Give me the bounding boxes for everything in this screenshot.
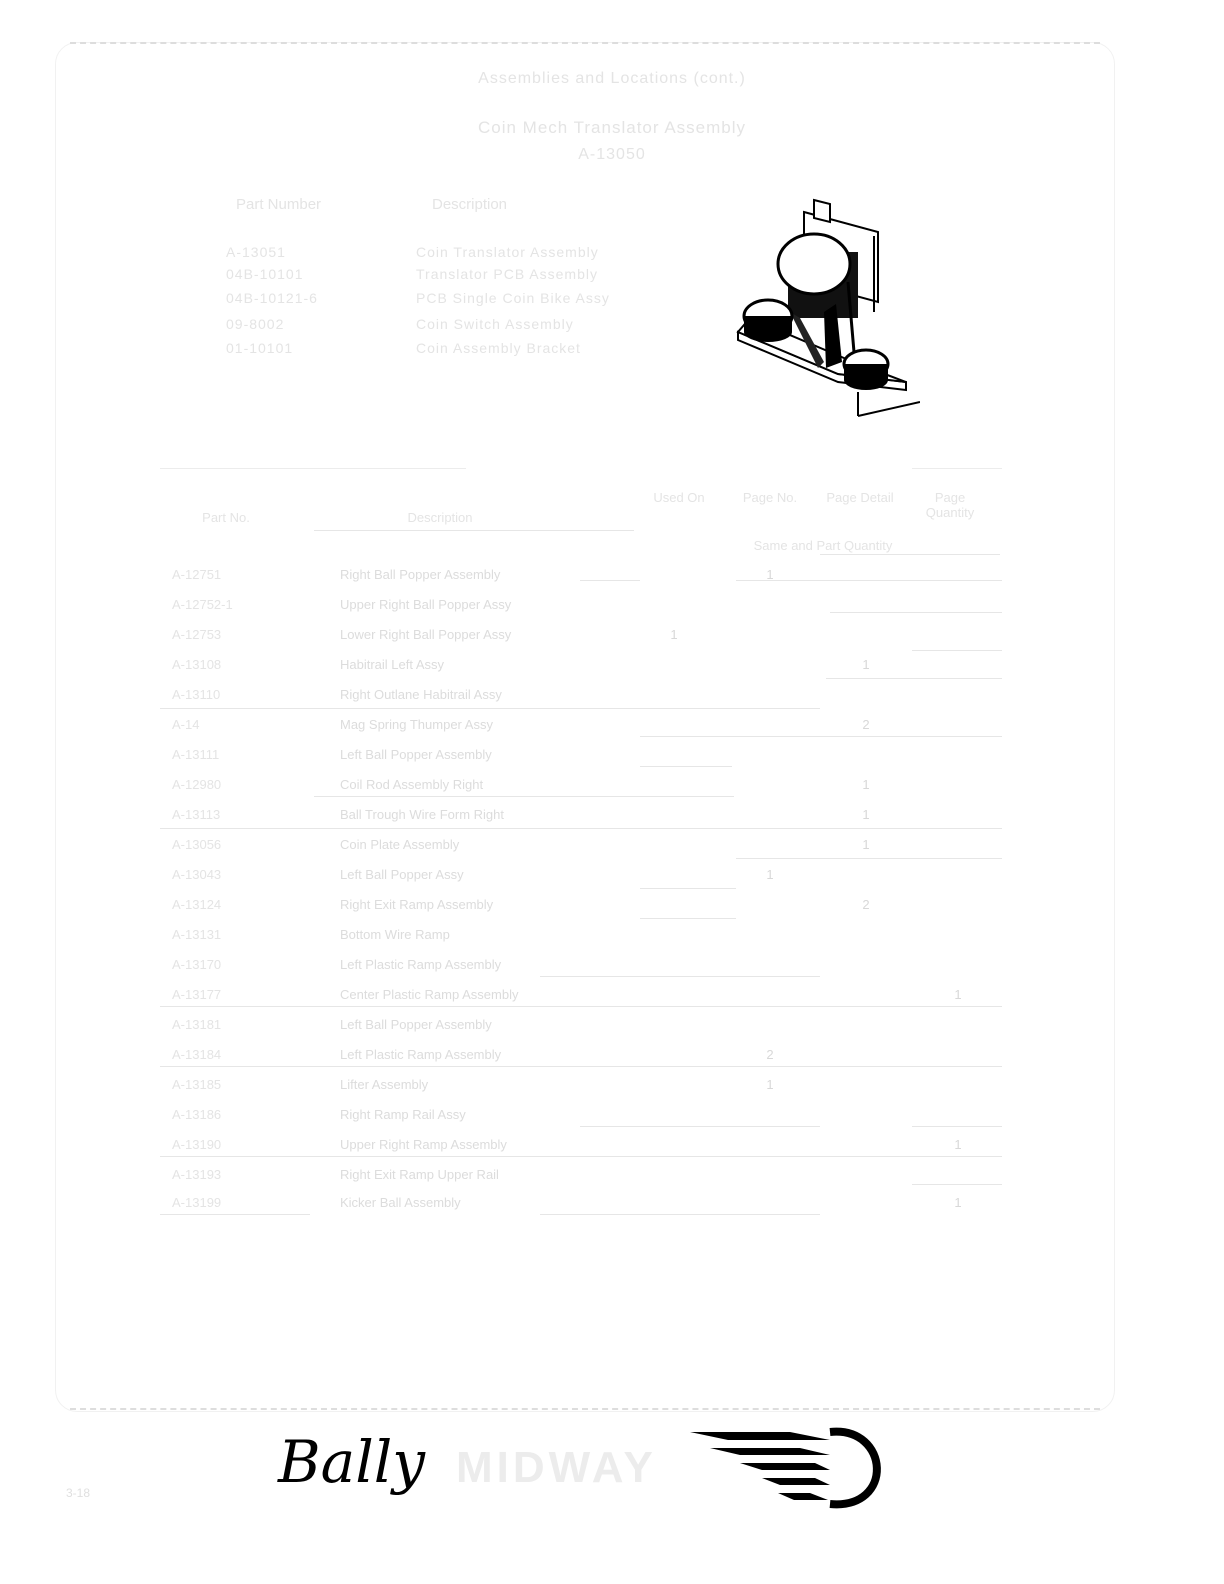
- col-group-header: Same and Part Quantity: [753, 538, 893, 553]
- table-row: [160, 590, 1002, 619]
- qty-c2: 1: [766, 1077, 774, 1092]
- table-row: [160, 980, 1002, 1009]
- part-description: Coin Plate Assembly: [340, 837, 460, 852]
- component-desc: Coin Assembly Bracket: [416, 340, 581, 356]
- header-rule: [314, 530, 634, 531]
- part-number: A-12752-1: [172, 597, 233, 612]
- qty-c1: 1: [670, 627, 678, 642]
- part-number: A-13111: [172, 747, 220, 762]
- table-row: [160, 1010, 1002, 1039]
- qty-c4: 1: [954, 1195, 962, 1210]
- component-desc: Translator PCB Assembly: [416, 266, 598, 282]
- part-number: A-13108: [172, 657, 222, 672]
- col-header-description: Description: [407, 510, 473, 525]
- part-description: Left Plastic Ramp Assembly: [340, 1047, 502, 1062]
- part-description: Right Exit Ramp Assembly: [340, 897, 494, 912]
- part-number: A-13131: [172, 927, 222, 942]
- part-description: Left Ball Popper Assy: [340, 867, 464, 882]
- part-description: Upper Right Ball Popper Assy: [340, 597, 512, 612]
- brand-block: MIDWAY: [456, 1443, 657, 1492]
- component-col-desc: Description: [432, 196, 508, 213]
- col-header-c2: Page No.: [742, 490, 798, 505]
- table-top-rule: [160, 468, 466, 469]
- table-row: [160, 620, 1002, 649]
- qty-c3: 1: [862, 837, 870, 852]
- part-number: A-13043: [172, 867, 222, 882]
- col-header-part-no: Part No.: [202, 510, 250, 525]
- part-number: A-12751: [172, 567, 222, 582]
- part-number: A-14: [172, 717, 200, 732]
- part-number: A-13185: [172, 1077, 222, 1092]
- part-number: A-12753: [172, 627, 222, 642]
- row-rule: [820, 554, 1000, 555]
- part-number: A-13113: [172, 807, 221, 822]
- table-row: [160, 950, 1002, 979]
- table-row: [160, 770, 1002, 799]
- part-description: Center Plastic Ramp Assembly: [340, 987, 519, 1002]
- table-row: [160, 650, 1002, 679]
- part-number: A-13124: [172, 897, 222, 912]
- table-row: [160, 740, 1002, 769]
- qty-c4: 1: [954, 987, 962, 1002]
- component-desc: Coin Switch Assembly: [416, 316, 574, 332]
- part-number: A-13056: [172, 837, 222, 852]
- section-title: Assemblies and Locations (cont.): [478, 70, 746, 87]
- scan-edge-top: [70, 42, 1100, 44]
- table-row: [160, 1070, 1002, 1099]
- table-row: [160, 1100, 1002, 1129]
- part-description: Right Outlane Habitrail Assy: [340, 687, 502, 702]
- table-row: [160, 710, 1002, 739]
- assembly-number: A-13050: [578, 146, 646, 163]
- qty-c2: 1: [766, 567, 774, 582]
- component-part: 04B-10101: [226, 266, 304, 282]
- table-row: [160, 1040, 1002, 1069]
- part-number: A-12980: [172, 777, 222, 792]
- col-header-c1: Used On: [653, 490, 705, 505]
- component-part: 09-8002: [226, 316, 285, 332]
- part-description: Coil Rod Assembly Right: [340, 777, 484, 792]
- assembly-title: Coin Mech Translator Assembly: [477, 118, 747, 137]
- table-row: [160, 830, 1002, 859]
- part-number: A-13193: [172, 1167, 222, 1182]
- part-description: Right Ramp Rail Assy: [340, 1107, 466, 1122]
- part-description: Left Plastic Ramp Assembly: [340, 957, 502, 972]
- table-row: [160, 680, 1002, 709]
- part-number: A-13184: [172, 1047, 222, 1062]
- qty-c3: 2: [862, 717, 870, 732]
- scan-edge-bottom: [70, 1408, 1100, 1410]
- part-description: Left Ball Popper Assembly: [340, 1017, 492, 1032]
- page-number: 3-18: [66, 1486, 91, 1500]
- qty-c4: 1: [954, 1137, 962, 1152]
- component-col-part: Part Number: [236, 196, 322, 213]
- part-number: A-13186: [172, 1107, 222, 1122]
- component-desc: Coin Translator Assembly: [416, 244, 599, 260]
- part-number: A-13181: [172, 1017, 222, 1032]
- qty-c3: 1: [862, 657, 870, 672]
- qty-c3: 1: [862, 777, 870, 792]
- qty-c2: 2: [766, 1047, 774, 1062]
- table-top-rule: [912, 468, 1002, 469]
- component-desc: PCB Single Coin Bike Assy: [416, 290, 610, 306]
- part-description: Right Exit Ramp Upper Rail: [340, 1167, 499, 1182]
- table-row: [160, 920, 1002, 949]
- part-number: A-13199: [172, 1195, 222, 1210]
- part-description: Kicker Ball Assembly: [340, 1195, 461, 1210]
- qty-c2: 1: [766, 867, 774, 882]
- part-number: A-13170: [172, 957, 222, 972]
- part-number: A-13110: [172, 687, 221, 702]
- part-description: Mag Spring Thumper Assy: [340, 717, 493, 732]
- table-row: [160, 1160, 1002, 1189]
- part-description: Bottom Wire Ramp: [340, 927, 450, 942]
- col-header-c3: Page Detail: [826, 490, 894, 505]
- part-description: Right Ball Popper Assembly: [340, 567, 501, 582]
- part-description: Lifter Assembly: [340, 1077, 429, 1092]
- part-description: Lower Right Ball Popper Assy: [340, 627, 512, 642]
- part-description: Habitrail Left Assy: [340, 657, 445, 672]
- table-row: [160, 1188, 1002, 1217]
- part-number: A-13190: [172, 1137, 222, 1152]
- component-part: 01-10101: [226, 340, 294, 356]
- col-header-c4: Page Quantity: [925, 490, 975, 520]
- part-description: Upper Right Ramp Assembly: [340, 1137, 507, 1152]
- qty-c3: 2: [862, 897, 870, 912]
- table-row: [160, 890, 1002, 919]
- table-row: [160, 1130, 1002, 1159]
- table-row: [160, 800, 1002, 829]
- translator-assembly-illustration: [728, 192, 920, 426]
- bally-midway-logo: [270, 1418, 900, 1518]
- part-number: A-13177: [172, 987, 222, 1002]
- table-row: [160, 860, 1002, 889]
- part-description: Left Ball Popper Assembly: [340, 747, 492, 762]
- table-row: [160, 560, 1002, 589]
- brand-script: Bally: [278, 1428, 426, 1496]
- component-part: A-13051: [226, 244, 286, 260]
- qty-c3: 1: [862, 807, 870, 822]
- midway-speed-emblem: [690, 1432, 877, 1505]
- part-description: Ball Trough Wire Form Right: [340, 807, 504, 822]
- component-part: 04B-10121-6: [226, 290, 318, 306]
